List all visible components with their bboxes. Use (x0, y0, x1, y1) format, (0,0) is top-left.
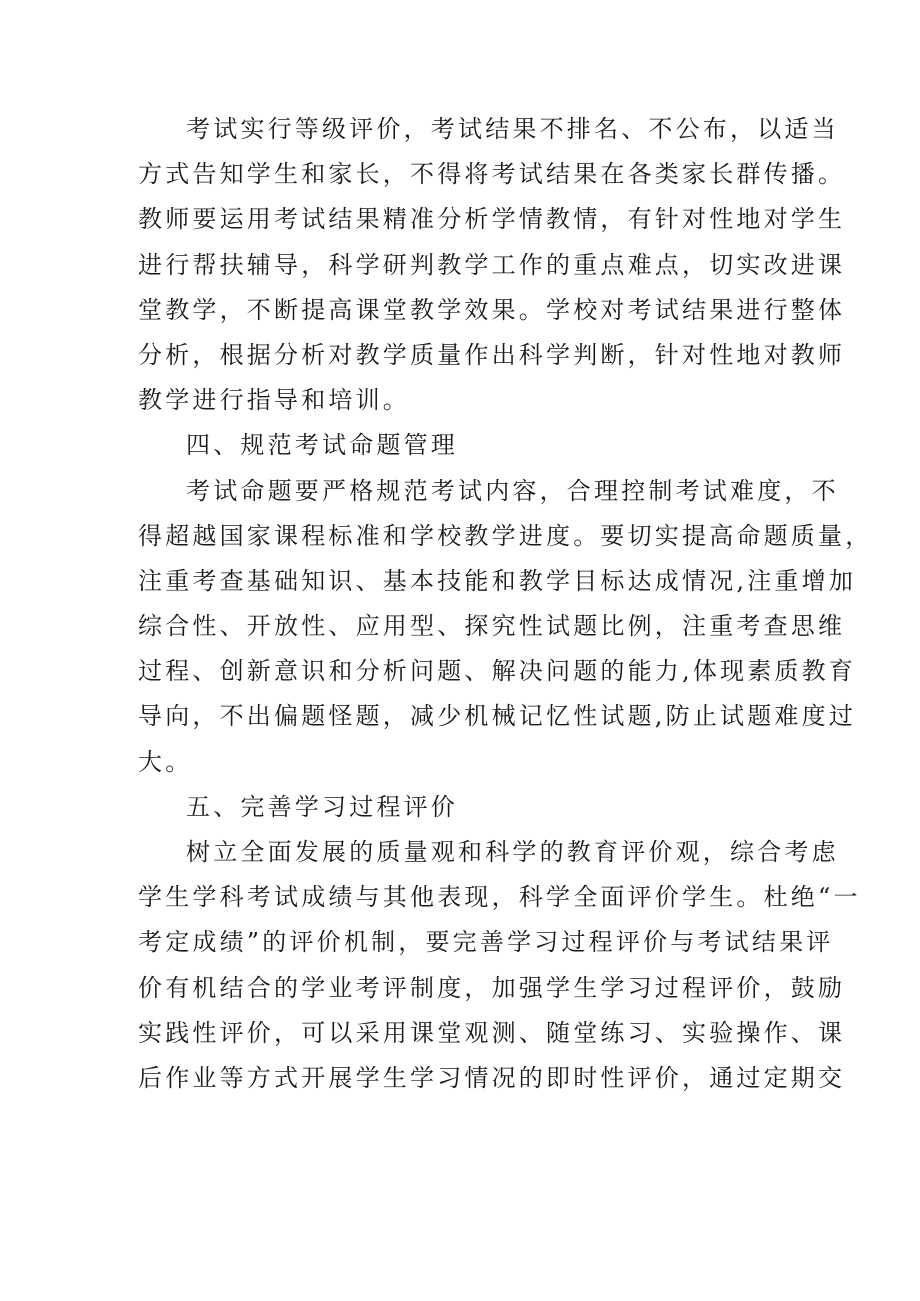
paragraph-line: 得超越国家课程标准和学校教学进度。要切实提高命题质量， (138, 521, 873, 550)
paragraph-line: 学生学科考试成绩与其他表现，科学全面评价学生。杜绝“一 (138, 883, 861, 912)
paragraph-line: 教师要运用考试结果精准分析学情教情，有针对性地对学生 (138, 205, 846, 234)
paragraph-line: 价有机结合的学业考评制度，加强学生学习过程评价，鼓励 (138, 973, 846, 1002)
paragraph-line: 方式告知学生和家长，不得将考试结果在各类家长群传播。 (138, 160, 846, 189)
paragraph-line: 进行帮扶辅导，科学研判教学工作的重点难点，切实改进课 (138, 250, 846, 279)
section-heading: 四、规范考试命题管理 (186, 431, 458, 460)
paragraph-line: 教学进行指导和培训。 (138, 386, 410, 415)
paragraph-line: 实践性评价，可以采用课堂观测、随堂练习、实验操作、课 (138, 1018, 846, 1047)
paragraph-line: 考试实行等级评价，考试结果不排名、不公布，以适当 (186, 115, 839, 143)
paragraph-line: 树立全面发展的质量观和科学的教育评价观，综合考虑 (186, 838, 839, 866)
paragraph-line: 大。 (138, 747, 193, 776)
document-body (138, 107, 873, 1101)
paragraph-line: 堂教学，不断提高课堂教学效果。学校对考试结果进行整体 (138, 295, 846, 324)
paragraph-line: 过程、创新意识和分析问题、解决问题的能力,体现素质教育 (138, 657, 857, 686)
section-heading: 五、完善学习过程评价 (186, 792, 458, 821)
paragraph-line: 考试命题要严格规范考试内容，合理控制考试难度，不 (186, 476, 839, 505)
paragraph-line: 综合性、开放性、应用型、探究性试题比例，注重考查思维 (138, 612, 846, 641)
paragraph-line: 考定成绩”的评价机制，要完善学习过程评价与考试结果评 (138, 928, 834, 957)
paragraph-line: 后作业等方式开展学生学习情况的即时性评价，通过定期交 (138, 1063, 846, 1092)
paragraph-line: 导向，不出偏题怪题，减少机械记忆性试题,防止试题难度过 (138, 702, 857, 731)
paragraph-line: 注重考查基础知识、基本技能和教学目标达成情况,注重增加 (138, 566, 857, 595)
paragraph-line: 分析，根据分析对教学质量作出科学判断，针对性地对教师 (138, 340, 846, 369)
